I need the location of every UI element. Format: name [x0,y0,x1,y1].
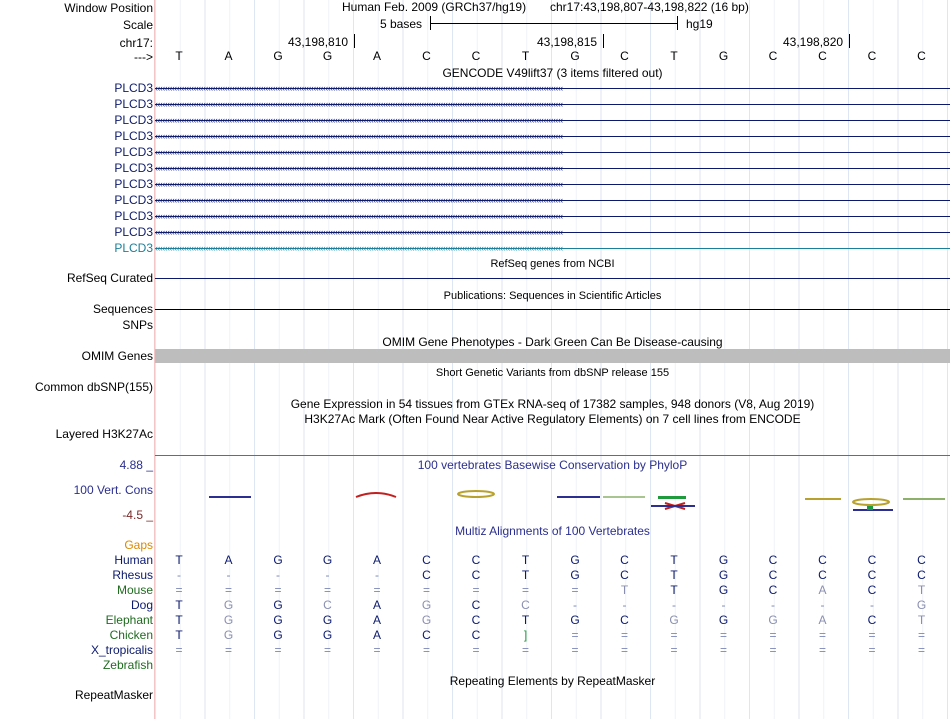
conservation-logo [155,485,950,515]
alignment-base: - [820,598,825,612]
omim-label[interactable]: OMIM Genes [81,349,153,363]
alignment-base: T [175,628,183,642]
alignment-base: = [224,643,232,657]
alignment-base: - [721,598,726,612]
base-sequence [0,49,950,63]
alignment-base: G [718,568,729,582]
snps-label[interactable]: SNPs [122,318,153,332]
alignment-base: T [917,613,926,627]
species-label-chicken[interactable]: Chicken [109,628,153,642]
db-label: hg19 [686,17,713,31]
alignment-base: = [818,643,826,657]
gencode-strand-arrows: ‹‹‹‹‹‹‹‹‹‹‹‹‹‹‹‹‹‹‹‹‹‹‹‹‹‹‹‹‹‹‹‹‹‹‹‹‹‹‹‹‹‹‹‹‹‹‹‹‹‹‹‹‹‹‹‹‹‹‹‹‹‹‹‹‹‹‹‹‹‹‹‹‹‹‹‹‹‹‹‹‹‹‹‹‹‹‹‹‹‹‹‹‹‹‹‹‹‹‹‹‹‹‹‹‹‹‹‹‹‹‹‹‹‹‹‹‹‹‹‹‹‹‹‹‹‹‹‹‹‹‹‹‹‹‹‹‹‹‹‹‹‹‹‹‹‹‹‹‹‹‹‹‹‹‹‹‹‹‹‹‹‹‹‹‹‹‹‹‹‹ [155,243,563,253]
alignment-base: = [521,643,529,657]
gaps-label: Gaps [124,538,153,552]
alignment-base: - [672,598,676,612]
alignment-base: T [521,613,530,627]
alignment-base: - [375,568,379,582]
alignment-base: - [226,568,231,582]
alignment-base: G [322,628,333,642]
alignment-base: A [372,598,381,612]
alignment-base: = [868,643,876,657]
alignment-base: G [273,628,283,642]
species-label-elephant[interactable]: Elephant [105,613,153,627]
gencode-item-label[interactable]: PLCD3 [114,161,153,175]
gencode-strand-arrows: ‹‹‹‹‹‹‹‹‹‹‹‹‹‹‹‹‹‹‹‹‹‹‹‹‹‹‹‹‹‹‹‹‹‹‹‹‹‹‹‹‹‹‹‹‹‹‹‹‹‹‹‹‹‹‹‹‹‹‹‹‹‹‹‹‹‹‹‹‹‹‹‹‹‹‹‹‹‹‹‹‹‹‹‹‹‹‹‹‹‹‹‹‹‹‹‹‹‹‹‹‹‹‹‹‹‹‹‹‹‹‹‹‹‹‹‹‹‹‹‹‹‹‹‹‹‹‹‹‹‹‹‹‹‹‹‹‹‹‹‹‹‹‹‹‹‹‹‹‹‹‹‹‹‹‹‹‹‹‹‹‹‹‹‹‹‹‹‹‹‹ [155,211,563,221]
alignment-base: = [818,628,826,642]
base-6: C [471,49,481,63]
species-label-x_tropicalis[interactable]: X_tropicalis [90,643,153,657]
base-11: G [718,49,729,63]
refseq-line [155,278,950,279]
chrom-label: chr17: [119,36,153,50]
omim-gene-bar[interactable] [155,349,950,363]
gencode-strand-arrows: ‹‹‹‹‹‹‹‹‹‹‹‹‹‹‹‹‹‹‹‹‹‹‹‹‹‹‹‹‹‹‹‹‹‹‹‹‹‹‹‹‹‹‹‹‹‹‹‹‹‹‹‹‹‹‹‹‹‹‹‹‹‹‹‹‹‹‹‹‹‹‹‹‹‹‹‹‹‹‹‹‹‹‹‹‹‹‹‹‹‹‹‹‹‹‹‹‹‹‹‹‹‹‹‹‹‹‹‹‹‹‹‹‹‹‹‹‹‹‹‹‹‹‹‹‹‹‹‹‹‹‹‹‹‹‹‹‹‹‹‹‹‹‹‹‹‹‹‹‹‹‹‹‹‹‹‹‹‹‹‹‹‹‹‹‹‹‹‹‹‹ [155,147,563,157]
alignment-base: = [224,583,232,597]
coord-tick-2: 43,198,815 [537,35,598,49]
conservation-label[interactable]: 100 Vert. Cons [73,483,153,497]
alignment-base: G [570,613,580,627]
base-15: C [917,49,926,63]
alignment-base: G [421,613,432,627]
gencode-item-label[interactable]: PLCD3 [114,145,153,159]
alignment-base: G [669,613,679,627]
publications-label[interactable]: Sequences [92,302,153,316]
gencode-item-label[interactable]: PLCD3 [114,177,153,191]
alignment-base: T [521,553,530,567]
cons-mark-6 [658,496,686,499]
alignment-base: = [719,628,727,642]
gencode-title: GENCODE V49lift37 (3 items filtered out) [442,66,663,80]
alignment-base: = [620,628,628,642]
h3k27ac-baseline [155,455,950,456]
cons-mark-12 [867,506,873,510]
publications-title: Publications: Sequences in Scientific Articles [443,290,662,302]
alignment-base: A [372,553,381,567]
alignment-base: - [573,598,577,612]
alignment-base: C [818,568,827,582]
coord-tick-3: 43,198,820 [783,35,844,49]
gencode-strand-arrows: ‹‹‹‹‹‹‹‹‹‹‹‹‹‹‹‹‹‹‹‹‹‹‹‹‹‹‹‹‹‹‹‹‹‹‹‹‹‹‹‹‹‹‹‹‹‹‹‹‹‹‹‹‹‹‹‹‹‹‹‹‹‹‹‹‹‹‹‹‹‹‹‹‹‹‹‹‹‹‹‹‹‹‹‹‹‹‹‹‹‹‹‹‹‹‹‹‹‹‹‹‹‹‹‹‹‹‹‹‹‹‹‹‹‹‹‹‹‹‹‹‹‹‹‹‹‹‹‹‹‹‹‹‹‹‹‹‹‹‹‹‹‹‹‹‹‹‹‹‹‹‹‹‹‹‹‹‹‹‹‹‹‹‹‹‹‹‹‹‹‹ [155,195,563,205]
alignment-base: = [571,643,579,657]
alignment-base: T [670,583,678,597]
alignment-base: = [571,583,579,597]
alignment-base: G [421,598,432,612]
species-label-mouse[interactable]: Mouse [116,583,153,597]
gencode-item-label[interactable]: PLCD3 [114,129,153,143]
window-position-label: Window Position [64,1,153,15]
alignment-base: G [223,598,234,612]
publications-line [155,309,950,310]
multiz-title: Multiz Alignments of 100 Vertebrates [455,524,650,538]
alignment-base: A [224,553,233,567]
alignment-base: - [325,568,330,582]
alignment-base: A [818,583,827,597]
alignment-base: = [769,628,777,642]
alignment-base: C [471,628,481,642]
assembly-title: Human Feb. 2009 (GRCh37/hg19) [342,0,527,14]
base-3: G [322,49,333,63]
alignment-base: G [570,568,580,582]
alignment-base: C [867,553,877,567]
alignment-base: = [868,628,876,642]
alignment-base: C [867,568,877,582]
coord-tick-mark-3 [849,34,850,48]
dbsnp-label[interactable]: Common dbSNP(155) [34,380,153,394]
alignment-base: C [867,613,877,627]
alignment-base: = [422,583,430,597]
alignment-base: = [670,643,678,657]
alignment-base: C [521,598,530,612]
alignment-base: G [768,613,778,627]
alignment-base: = [521,583,529,597]
alignment-base: = [323,643,331,657]
alignment-base: C [422,628,431,642]
alignment-base: C [917,568,926,582]
base-5: C [422,49,431,63]
alignment-base: = [373,583,381,597]
alignment-base: C [471,553,481,567]
gencode-item-label[interactable]: PLCD3 [114,209,153,223]
alignment-base: C [818,553,827,567]
alignment-base: = [917,628,925,642]
cons-mark-2 [356,493,396,497]
alignment-base: - [177,568,181,582]
window-position-value: chr17:43,198,807-43,198,822 (16 bp) [550,0,749,14]
conservation-min: -4.5 _ [122,508,153,522]
alignment-base: - [870,598,874,612]
alignment-base: G [570,553,580,567]
alignment-base: = [323,583,331,597]
gencode-strand-arrows: ‹‹‹‹‹‹‹‹‹‹‹‹‹‹‹‹‹‹‹‹‹‹‹‹‹‹‹‹‹‹‹‹‹‹‹‹‹‹‹‹‹‹‹‹‹‹‹‹‹‹‹‹‹‹‹‹‹‹‹‹‹‹‹‹‹‹‹‹‹‹‹‹‹‹‹‹‹‹‹‹‹‹‹‹‹‹‹‹‹‹‹‹‹‹‹‹‹‹‹‹‹‹‹‹‹‹‹‹‹‹‹‹‹‹‹‹‹‹‹‹‹‹‹‹‹‹‹‹‹‹‹‹‹‹‹‹‹‹‹‹‹‹‹‹‹‹‹‹‹‹‹‹‹‹‹‹‹‹‹‹‹‹‹‹‹‹‹‹‹‹ [155,83,563,93]
dbsnp-title: Short Genetic Variants from dbSNP release 155 [435,367,670,379]
alignment-base: T [917,583,926,597]
alignment-base: - [771,598,775,612]
alignment-base: C [768,568,778,582]
gencode-strand-arrows: ‹‹‹‹‹‹‹‹‹‹‹‹‹‹‹‹‹‹‹‹‹‹‹‹‹‹‹‹‹‹‹‹‹‹‹‹‹‹‹‹‹‹‹‹‹‹‹‹‹‹‹‹‹‹‹‹‹‹‹‹‹‹‹‹‹‹‹‹‹‹‹‹‹‹‹‹‹‹‹‹‹‹‹‹‹‹‹‹‹‹‹‹‹‹‹‹‹‹‹‹‹‹‹‹‹‹‹‹‹‹‹‹‹‹‹‹‹‹‹‹‹‹‹‹‹‹‹‹‹‹‹‹‹‹‹‹‹‹‹‹‹‹‹‹‹‹‹‹‹‹‹‹‹‹‹‹‹‹‹‹‹‹‹‹‹‹‹‹‹‹ [155,99,563,109]
alignment-base: G [916,598,927,612]
h3k27ac-label[interactable]: Layered H3K27Ac [55,427,153,441]
gtex-title: Gene Expression in 54 tissues from GTEx RNA-seq of 17382 samples, 948 donors (V8, Aug 2019) [290,397,815,411]
gencode-item-label[interactable]: PLCD3 [114,97,153,111]
cons-mark-10 [853,499,889,505]
alignment-base: T [670,568,678,582]
gencode-strand-arrows: ‹‹‹‹‹‹‹‹‹‹‹‹‹‹‹‹‹‹‹‹‹‹‹‹‹‹‹‹‹‹‹‹‹‹‹‹‹‹‹‹‹‹‹‹‹‹‹‹‹‹‹‹‹‹‹‹‹‹‹‹‹‹‹‹‹‹‹‹‹‹‹‹‹‹‹‹‹‹‹‹‹‹‹‹‹‹‹‹‹‹‹‹‹‹‹‹‹‹‹‹‹‹‹‹‹‹‹‹‹‹‹‹‹‹‹‹‹‹‹‹‹‹‹‹‹‹‹‹‹‹‹‹‹‹‹‹‹‹‹‹‹‹‹‹‹‹‹‹‹‹‹‹‹‹‹‹‹‹‹‹‹‹‹‹‹‹‹‹‹‹ [155,115,563,125]
scale-text: 5 bases [380,17,423,31]
coord-tick-1: 43,198,810 [288,35,349,49]
base-9: C [620,49,629,63]
alignment-base: = [670,628,678,642]
alignment-base: = [472,643,480,657]
alignment-base: G [273,613,283,627]
alignment-base: C [620,613,629,627]
alignment-base: G [322,613,333,627]
alignment-base: ] [523,628,528,642]
alignment-base: C [768,583,778,597]
gencode-strand-arrows: ‹‹‹‹‹‹‹‹‹‹‹‹‹‹‹‹‹‹‹‹‹‹‹‹‹‹‹‹‹‹‹‹‹‹‹‹‹‹‹‹‹‹‹‹‹‹‹‹‹‹‹‹‹‹‹‹‹‹‹‹‹‹‹‹‹‹‹‹‹‹‹‹‹‹‹‹‹‹‹‹‹‹‹‹‹‹‹‹‹‹‹‹‹‹‹‹‹‹‹‹‹‹‹‹‹‹‹‹‹‹‹‹‹‹‹‹‹‹‹‹‹‹‹‹‹‹‹‹‹‹‹‹‹‹‹‹‹‹‹‹‹‹‹‹‹‹‹‹‹‹‹‹‹‹‹‹‹‹‹‹‹‹‹‹‹‹‹‹‹‹ [155,227,563,237]
coord-tick-mark-1 [354,34,355,48]
alignment-base: - [276,568,280,582]
alignment-base: G [718,553,729,567]
scale-bar-right-tick [677,16,678,30]
alignment-base: A [372,613,381,627]
gencode-item-label[interactable]: PLCD3 [114,225,153,239]
alignment-base: C [323,598,332,612]
alignment-base: = [719,643,727,657]
alignment-base: C [867,583,877,597]
gencode-strand-arrows: ‹‹‹‹‹‹‹‹‹‹‹‹‹‹‹‹‹‹‹‹‹‹‹‹‹‹‹‹‹‹‹‹‹‹‹‹‹‹‹‹‹‹‹‹‹‹‹‹‹‹‹‹‹‹‹‹‹‹‹‹‹‹‹‹‹‹‹‹‹‹‹‹‹‹‹‹‹‹‹‹‹‹‹‹‹‹‹‹‹‹‹‹‹‹‹‹‹‹‹‹‹‹‹‹‹‹‹‹‹‹‹‹‹‹‹‹‹‹‹‹‹‹‹‹‹‹‹‹‹‹‹‹‹‹‹‹‹‹‹‹‹‹‹‹‹‹‹‹‹‹‹‹‹‹‹‹‹‹‹‹‹‹‹‹‹‹‹‹‹‹ [155,179,563,189]
alignment-base: G [273,553,283,567]
alignment-base: T [175,553,183,567]
alignment-base: = [620,643,628,657]
alignment-base: G [322,553,333,567]
alignment-base: C [422,553,431,567]
refseq-label[interactable]: RefSeq Curated [66,271,153,285]
base-0: T [175,49,183,63]
conservation-title: 100 vertebrates Basewise Conservation by PhyloP [417,458,688,472]
scale-bar [430,23,677,24]
gencode-item-label[interactable]: PLCD3 [114,193,153,207]
refseq-title: RefSeq genes from NCBI [490,258,615,270]
scale-bar-left-tick [430,16,431,30]
base-10: T [670,49,678,63]
gencode-item-label[interactable]: PLCD3 [114,81,153,95]
alignment-base: C [768,553,778,567]
alignment-base: C [471,613,481,627]
species-label-zebrafish[interactable]: Zebrafish [102,658,153,672]
base-13: C [818,49,827,63]
strand-label: ---> [134,50,153,64]
base-8: G [570,49,580,63]
alignment-base: G [223,613,234,627]
alignment-base: = [472,583,480,597]
alignment-base: C [620,553,629,567]
base-12: C [768,49,778,63]
species-label-human[interactable]: Human [114,553,153,567]
species-label-rhesus[interactable]: Rhesus [112,568,153,582]
base-2: G [273,49,283,63]
base-14: C [867,49,877,63]
alignment-base: C [422,568,431,582]
alignment-base: G [273,598,283,612]
alignment-base: - [622,598,627,612]
gencode-item-label[interactable]: PLCD3 [114,113,153,127]
alignment-base: C [471,568,481,582]
alignment-base: = [917,643,925,657]
gencode-strand-arrows: ‹‹‹‹‹‹‹‹‹‹‹‹‹‹‹‹‹‹‹‹‹‹‹‹‹‹‹‹‹‹‹‹‹‹‹‹‹‹‹‹‹‹‹‹‹‹‹‹‹‹‹‹‹‹‹‹‹‹‹‹‹‹‹‹‹‹‹‹‹‹‹‹‹‹‹‹‹‹‹‹‹‹‹‹‹‹‹‹‹‹‹‹‹‹‹‹‹‹‹‹‹‹‹‹‹‹‹‹‹‹‹‹‹‹‹‹‹‹‹‹‹‹‹‹‹‹‹‹‹‹‹‹‹‹‹‹‹‹‹‹‹‹‹‹‹‹‹‹‹‹‹‹‹‹‹‹‹‹‹‹‹‹‹‹‹‹‹‹‹‹ [155,163,563,173]
repeatmasker-title: Repeating Elements by RepeatMasker [449,674,656,688]
scale-label: Scale [122,18,153,32]
alignment-base: A [372,628,381,642]
alignment-base: C [471,598,481,612]
alignment-base: = [373,643,381,657]
h3k27ac-title: H3K27Ac Mark (Often Found Near Active Regulatory Elements) on 7 cell lines from ENCODE [304,412,801,426]
omim-title: OMIM Gene Phenotypes - Dark Green Can Be Disease-causing [382,335,723,349]
base-7: T [521,49,530,63]
alignment-base: = [274,583,282,597]
cons-mark-3 [458,491,494,497]
alignment-base: = [769,643,777,657]
alignment-base: = [422,643,430,657]
alignment-base: = [175,643,183,657]
alignment-base: T [521,568,530,582]
species-label-dog[interactable]: Dog [130,598,153,612]
alignment-base: T [175,598,183,612]
repeatmasker-label[interactable]: RepeatMasker [74,688,153,702]
alignment-base: T [670,553,678,567]
alignment-base: G [223,628,234,642]
base-1: A [224,49,233,63]
base-4: A [372,49,381,63]
alignment-base: C [620,568,629,582]
conservation-max: 4.88 _ [119,458,153,472]
alignment-base: A [818,613,827,627]
alignment-base: G [718,613,729,627]
gencode-item-label[interactable]: PLCD3 [114,241,153,255]
alignment-base: = [175,583,183,597]
alignment-base: C [917,553,926,567]
gencode-strand-arrows: ‹‹‹‹‹‹‹‹‹‹‹‹‹‹‹‹‹‹‹‹‹‹‹‹‹‹‹‹‹‹‹‹‹‹‹‹‹‹‹‹‹‹‹‹‹‹‹‹‹‹‹‹‹‹‹‹‹‹‹‹‹‹‹‹‹‹‹‹‹‹‹‹‹‹‹‹‹‹‹‹‹‹‹‹‹‹‹‹‹‹‹‹‹‹‹‹‹‹‹‹‹‹‹‹‹‹‹‹‹‹‹‹‹‹‹‹‹‹‹‹‹‹‹‹‹‹‹‹‹‹‹‹‹‹‹‹‹‹‹‹‹‹‹‹‹‹‹‹‹‹‹‹‹‹‹‹‹‹‹‹‹‹‹‹‹‹‹‹‹‹ [155,131,563,141]
alignment-base: G [718,583,729,597]
alignment-base: = [274,643,282,657]
alignment-base: T [620,583,629,597]
coord-tick-mark-2 [603,34,604,48]
alignment-base: = [571,628,579,642]
alignment-base: T [175,613,183,627]
